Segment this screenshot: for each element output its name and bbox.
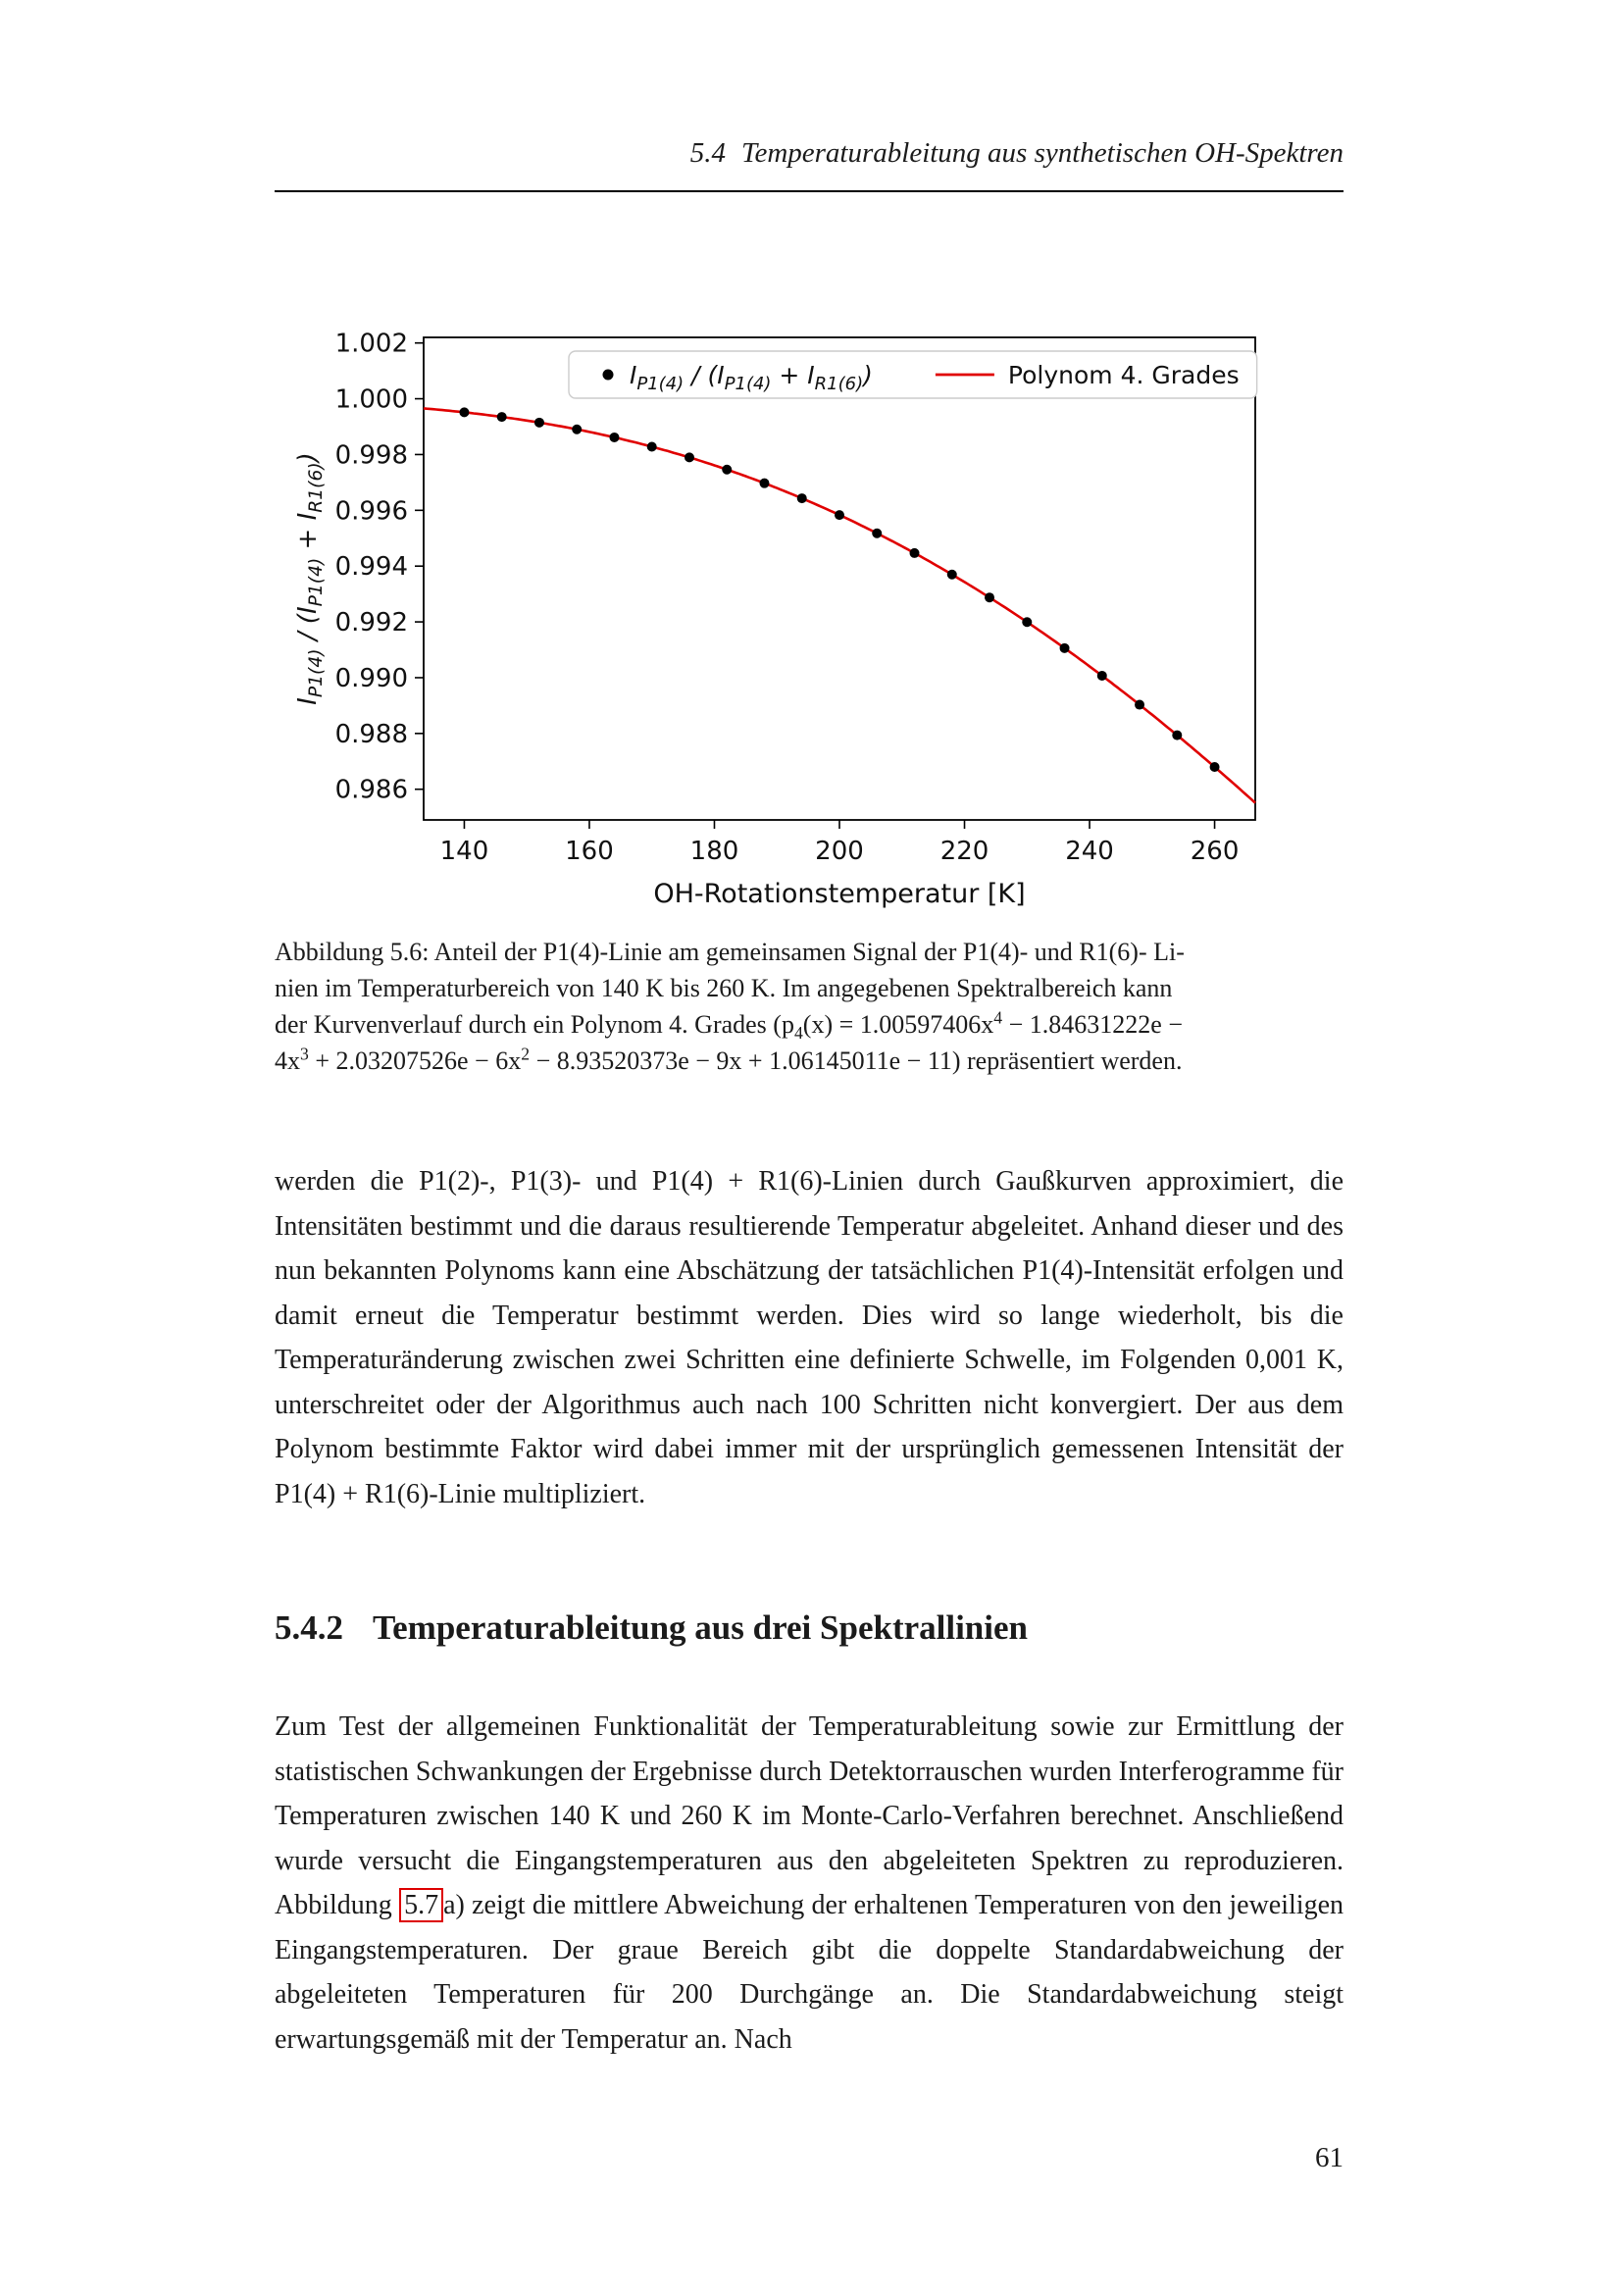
data-point (685, 452, 694, 462)
header-rule (275, 190, 1344, 192)
data-point (722, 465, 732, 475)
data-point (497, 412, 507, 422)
x-tick-label: 180 (689, 837, 739, 866)
x-tick-label: 140 (439, 837, 489, 866)
data-point (459, 407, 469, 417)
x-tick-label: 200 (815, 837, 864, 866)
text-run: a) zeigt die mittlere Abweichung der erhaltenen Temperaturen von den jeweiligen Eingangstemperaturen. Der graue Bereich gibt die doppelte Standardabweichung der abgeleiteten Temperaturen für 200 Durchgänge an. Die Standardabweichung steigt erwartungsgemäß mit der Temperatur an. Nach (275, 1890, 1344, 2055)
x-tick-label: 220 (939, 837, 989, 866)
data-point (797, 493, 807, 503)
chart-svg (275, 292, 1353, 940)
y-tick-label: 0.992 (334, 608, 408, 638)
data-point (534, 418, 544, 428)
y-axis-label: $I_{P1(4)} / (I_{P1(4)} + I_{R1(6)})$ (293, 452, 328, 705)
data-point (609, 433, 619, 442)
running-header-section-number: 5.4 (689, 137, 726, 169)
data-point (835, 510, 844, 520)
page-number: 61 (1315, 2142, 1344, 2173)
data-point (910, 548, 920, 558)
data-point (1172, 731, 1182, 740)
body-paragraph-1: werden die P1(2)-, P1(3)- und P1(4) + R1(6)-Linien durch Gaußkurven approximiert, die Intensitäten bestimmt und die daraus resultierende Temperatur abgeleitet. Anhand dieser und des nun bekannten Polynoms kann eine Abschätzung der tatsächlichen P1(4)-Intensität erfolgen und damit erneut die Temperatur bestimmt werden. Dies wird so lange wiederholt, bis die Temperaturänderung zwischen zwei Schritten eine definierte Schwelle, im Folgenden 0,001 K, unterschreitet oder der Algorithmus auch nach 100 Schritten nicht konvergiert. Der aus dem Polynom bestimmte Faktor wird dabei immer mit der ursprünglich gemessenen Intensität der P1(4) + R1(6)-Linie multipliziert. (275, 1166, 1344, 1509)
caption-line: Abbildung 5.6: Anteil der P1(4)-Linie am gemeinsamen Signal der P1(4)- und R1(6)- Li- (275, 938, 1185, 966)
y-tick-label: 1.002 (334, 329, 408, 359)
y-tick-label: 1.000 (334, 384, 408, 415)
running-header (275, 137, 1344, 170)
caption-line: $4x^3 + 2.03207526e - 6x^2 - 8.93520373e - 9x + 1.06145011e - 11$) repräsentiert werden. (275, 1044, 1183, 1075)
y-tick-label: 0.996 (334, 496, 408, 527)
legend-dot-marker (603, 370, 614, 381)
section-heading-5-4-2 (275, 1608, 1344, 1648)
data-point (1135, 700, 1144, 710)
x-tick-label: 240 (1065, 837, 1114, 866)
data-point (985, 592, 994, 602)
y-tick-label: 0.998 (334, 440, 408, 471)
legend-label: Polynom 4. Grades (1007, 361, 1240, 389)
y-tick-label: 0.986 (334, 775, 408, 805)
data-point (1097, 671, 1107, 681)
data-point (1060, 643, 1070, 653)
data-point (759, 479, 769, 488)
x-axis-label: OH-Rotationstemperatur [K] (653, 879, 1026, 909)
data-point (872, 529, 882, 538)
figure-5-6-caption (275, 934, 1349, 1079)
text-run: Zum Test der allgemeinen Funktionalität der Temperaturableitung sowie zur Ermittlung der statistischen Schwankungen der Ergebnisse durch Detektorrauschen wurden Interferogramme für Temperaturen zwischen 140 K und 260 K im Monte-Carlo-Verfahren berechnet. Anschließend wurde versucht die Eingangstemperaturen aus den abgeleiteten Spektren zu reproduzieren. Abbildung (275, 1711, 1344, 1920)
legend-label: $I_{P1(4)} / (I_{P1(4)} + I_{R1(6)})$ (630, 361, 873, 394)
section-title: Temperaturableitung aus drei Spektrallinien (373, 1608, 1028, 1647)
data-point (1210, 762, 1220, 772)
data-point (572, 425, 582, 434)
plot-border (424, 337, 1255, 820)
caption-line: der Kurvenverlauf durch ein Polynom 4. Grades ($p_4(x) = 1.00597406x^4 - 1.84631222e$ − (275, 1007, 1183, 1044)
y-tick-label: 0.990 (334, 663, 408, 693)
data-point (1022, 617, 1032, 627)
caption-line: nien im Temperaturbereich von 140 K bis 260 K. Im angegebenen Spektralbereich kann (275, 974, 1173, 1002)
x-tick-label: 260 (1190, 837, 1240, 866)
figure-5-6 (275, 292, 1353, 940)
y-tick-label: 0.994 (334, 552, 408, 583)
y-tick-label: 0.988 (334, 719, 408, 749)
figure-ref-link[interactable]: 5.7 (399, 1888, 443, 1922)
legend (569, 351, 1257, 398)
data-point (947, 570, 957, 580)
x-tick-label: 160 (565, 837, 614, 866)
polynomial-curve (424, 408, 1255, 802)
running-header-title: Temperaturableitung aus synthetischen OH-Spektren (740, 137, 1344, 169)
section-number: 5.4.2 (275, 1608, 343, 1647)
body-paragraph-2 (275, 1705, 1344, 2062)
data-point (647, 441, 657, 451)
